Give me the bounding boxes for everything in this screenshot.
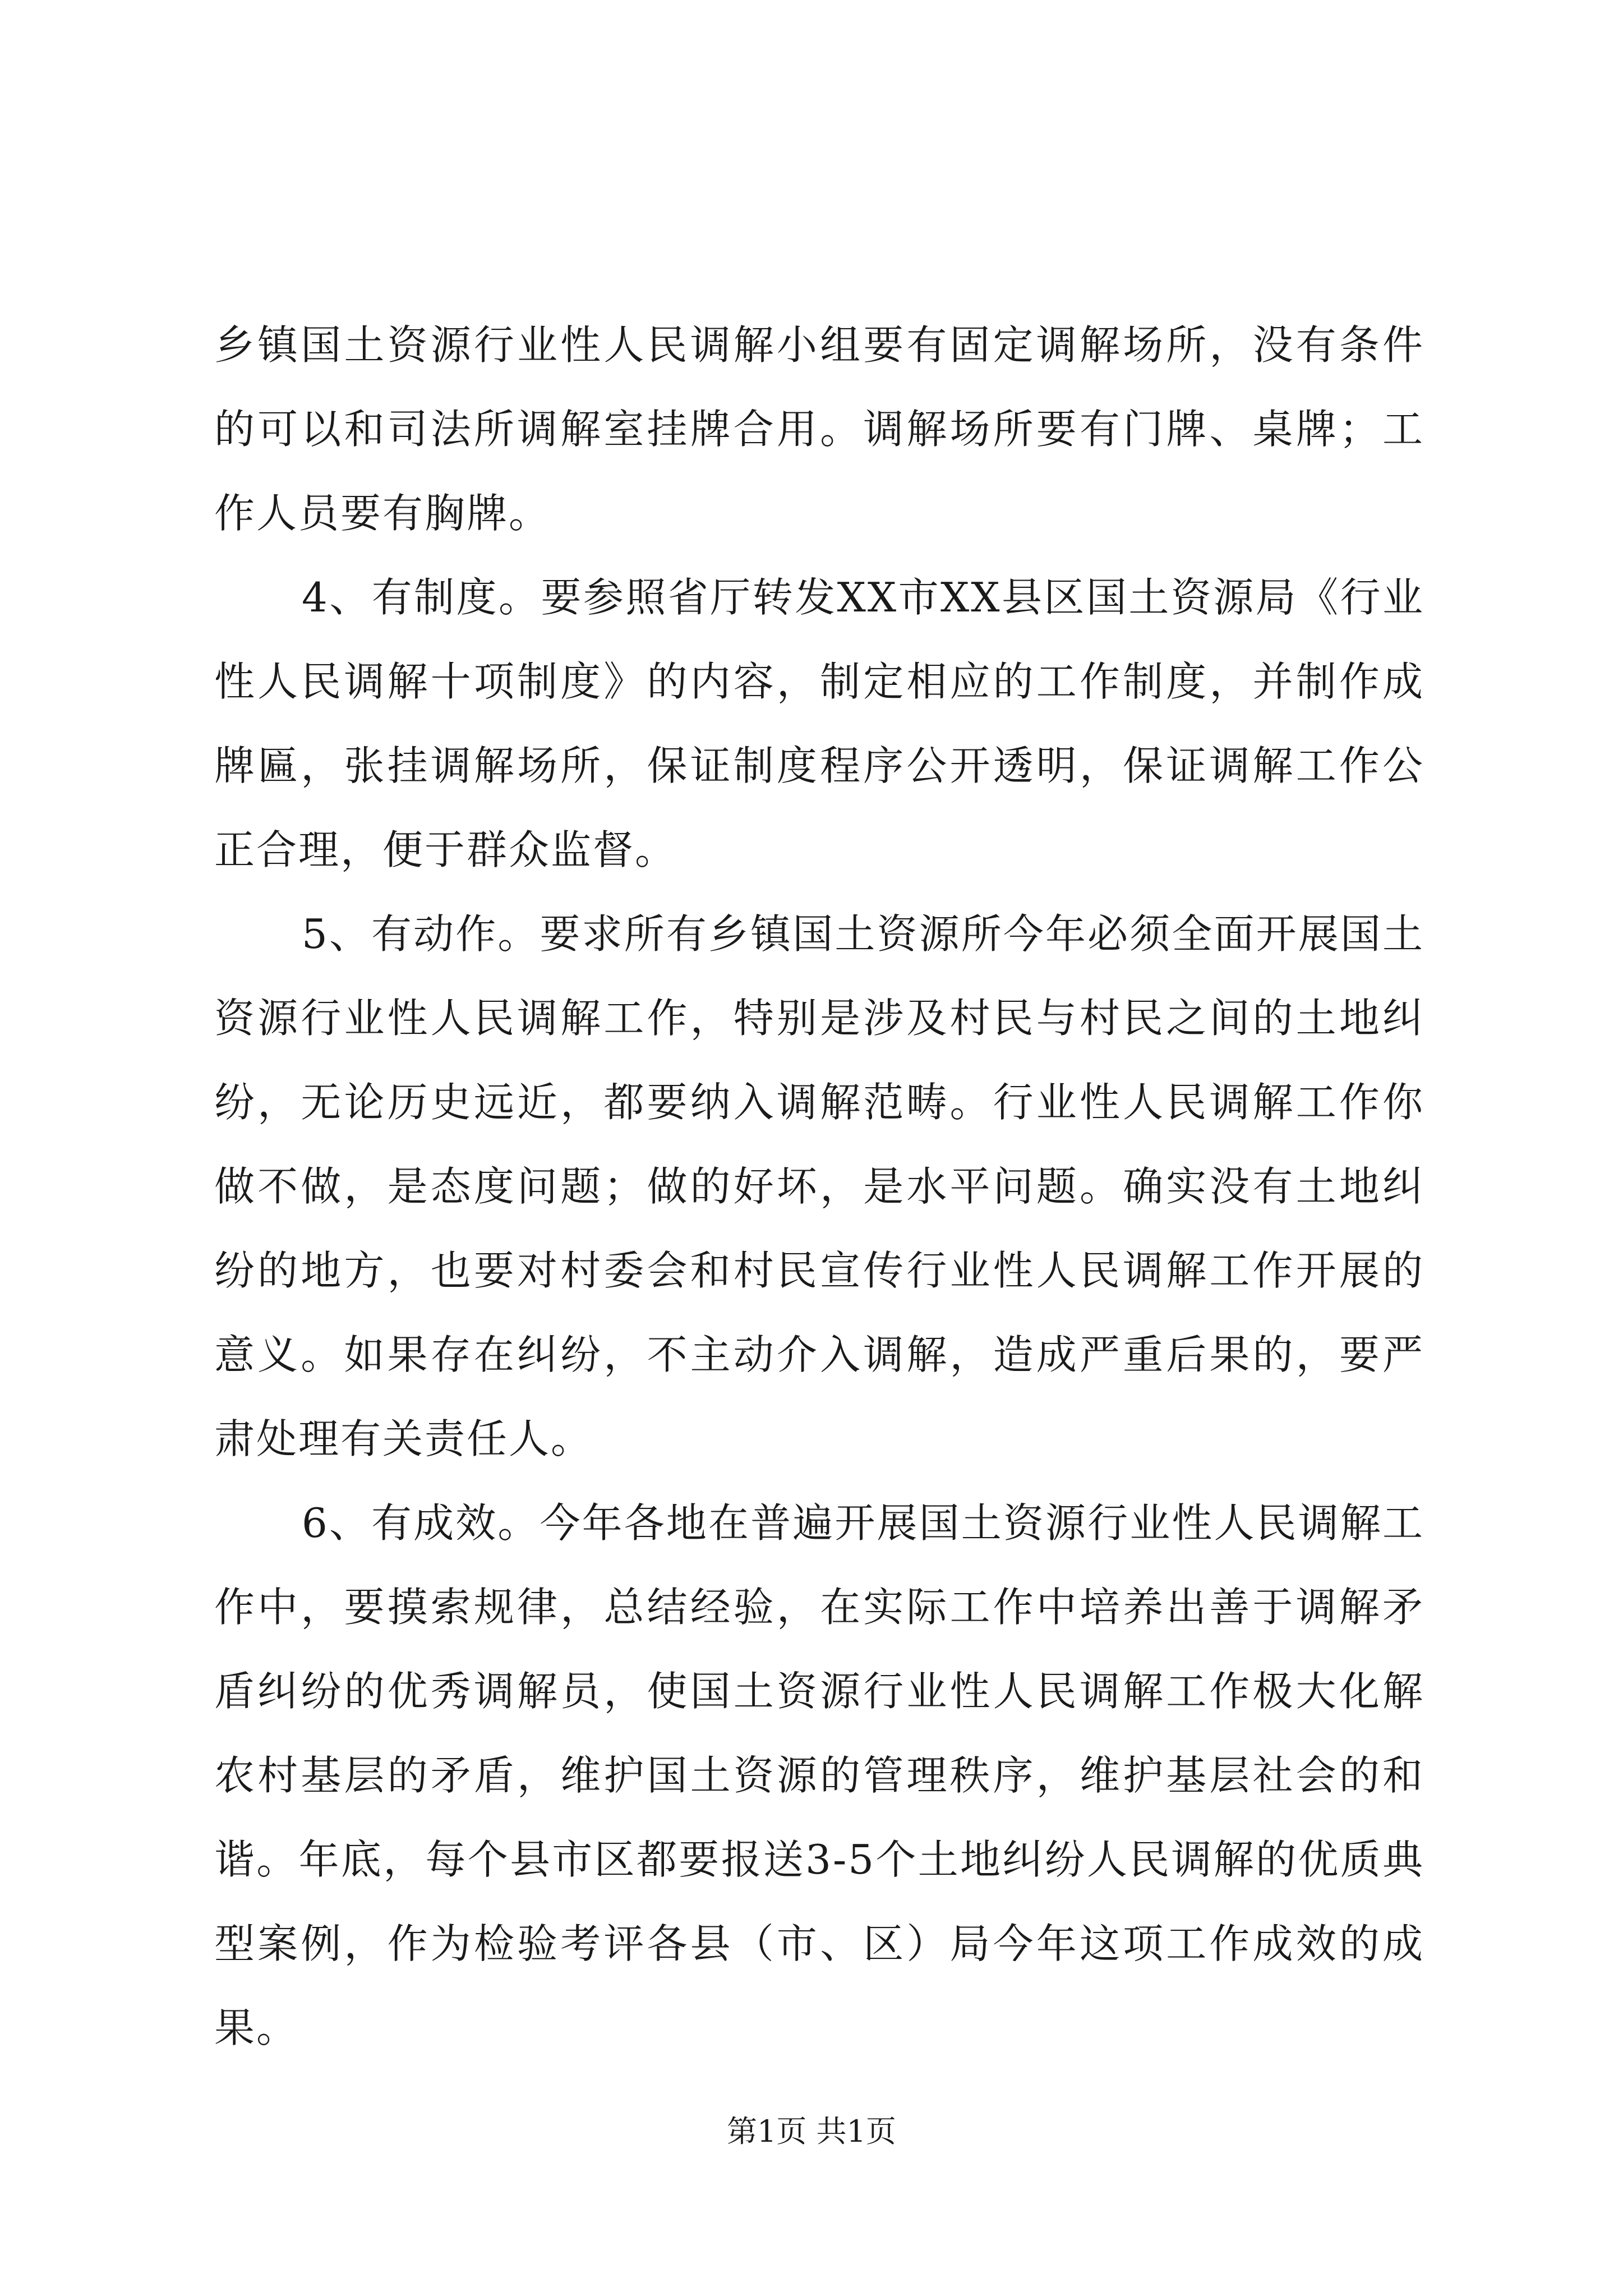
page-footer: 第1页 共1页 <box>727 2114 896 2149</box>
paragraph-item-6-results: 6、有成效。今年各地在普遍开展国土资源行业性人民调解工作中，要摸索规律，总结经验，在实际工作中培养出善于调解矛盾纠纷的优秀调解员，使国土资源行业性人民调解工作极大化解农村基层的矛盾，维护国土资源的管理秩序，维护基层社会的和谐。年底，每个县市区都要报送3-5个土地纠纷人民调解的优质典型案例，作为检验考评各县（市、区）局今年这项工作成效的成果。 <box>214 1499 1424 2051</box>
paragraph-item-4-rules: 4、有制度。要参照省厅转发XX市XX县区国土资源局《行业性人民调解十项制度》的内容，制定相应的工作制度，并制作成牌匾，张挂调解场所，保证制度程序公开透明，保证调解工作公正合理，便于群众监督。 <box>214 574 1424 873</box>
paragraph-venue: 乡镇国土资源行业性人民调解小组要有固定调解场所，没有条件的可以和司法所调解室挂牌合用。调解场所要有门牌、桌牌；工作人员要有胸牌。 <box>214 321 1424 537</box>
paragraph-item-5-action: 5、有动作。要求所有乡镇国土资源所今年必须全面开展国土资源行业性人民调解工作，特别是涉及村民与村民之间的土地纠纷，无论历史远近，都要纳入调解范畴。行业性人民调解工作你做不做，是态度问题；做的好坏，是水平问题。确实没有土地纠纷的地方，也要对村委会和村民宣传行业性人民调解工作开展的意义。如果存在纠纷，不主动介入调解，造成严重后果的，要严肃处理有关责任人。 <box>214 910 1424 1462</box>
document-body <box>214 303 1424 2070</box>
